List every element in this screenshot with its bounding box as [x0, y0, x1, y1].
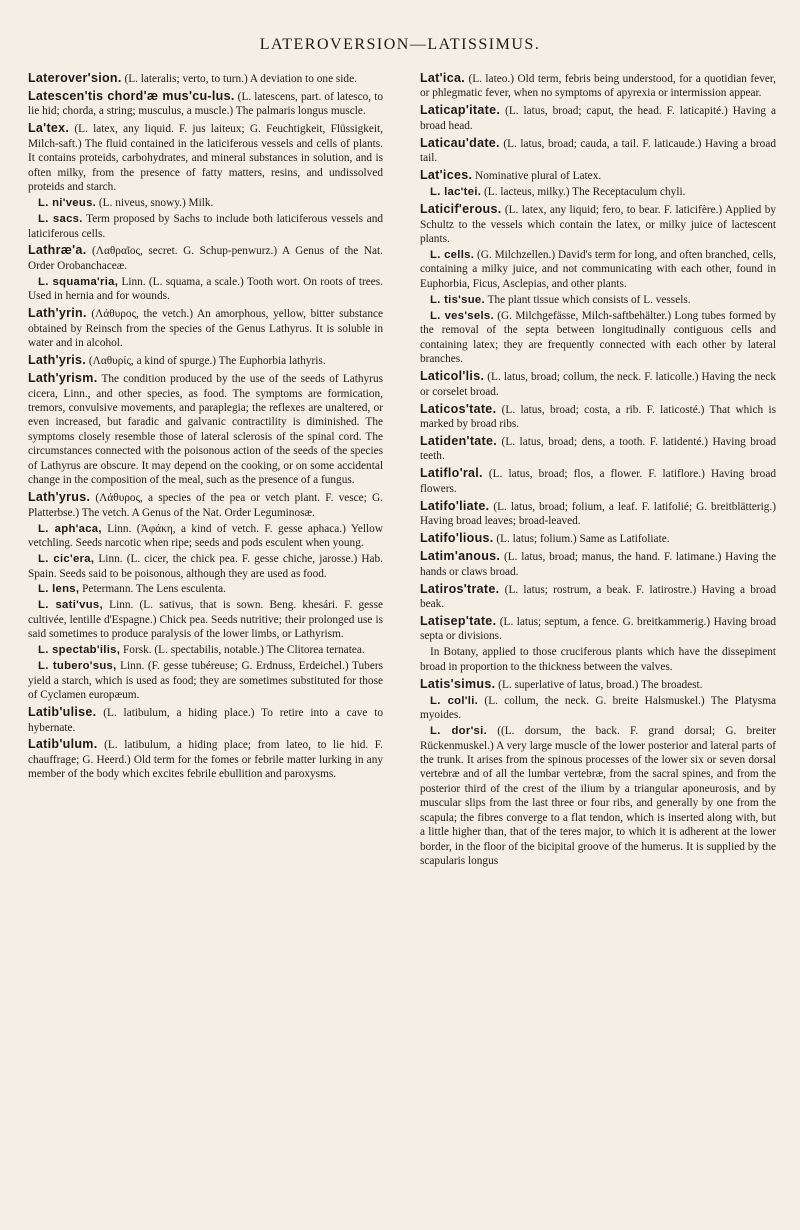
dictionary-entry: [28, 659, 383, 702]
dictionary-entry: [28, 736, 383, 781]
entry-definition: (L. latus, broad; costa, a rib. F. laticosté.) That which is marked by broad ribs.: [420, 403, 776, 430]
right-column: [420, 70, 776, 870]
dictionary-entry: [420, 645, 776, 674]
dictionary-entry: [28, 120, 383, 194]
entry-definition: (G. Milchzellen.) David's term for long, and often branched, cells, containing a milky juice, and not communicating with each other, found in Euphorbia, Ficus, Asclepias, and other plants.: [420, 248, 776, 290]
entry-headword: Latifo'liate.: [420, 498, 490, 513]
dictionary-entry: [28, 242, 383, 273]
entry-headword: L. tubero'sus,: [38, 660, 117, 673]
dictionary-entry: [420, 70, 776, 101]
dictionary-entry: [420, 724, 776, 869]
entry-headword: Lath'yrism.: [28, 371, 98, 386]
dictionary-entry: [420, 185, 776, 199]
entry-headword: L. col'li.: [430, 694, 479, 707]
dictionary-entry: [420, 135, 776, 166]
entry-definition: (Λαθραῖος, secret. G. Schup-penwurz.) A Genus of the Nat. Order Orobanchaceæ.: [28, 245, 383, 272]
running-head: LATEROVERSION—LATISSIMUS.: [259, 36, 541, 53]
entry-definition: (L. latus, broad; collum, the neck. F. laticolle.) Having the neck or corselet broad.: [420, 371, 776, 398]
entry-definition: (G. Milchgefässe, Milch-saftbehälter.) Long tubes formed by the removal of the septa between longitudinally contiguous cells and containing latex; they are frequently connected with each other by lateral branches.: [420, 309, 776, 366]
entry-definition: (L. latus; folium.) Same as Latifoliate.: [493, 533, 670, 546]
dictionary-entry: [28, 598, 383, 641]
entry-headword: Latis'simus.: [420, 676, 496, 691]
entry-headword: Latiflo'ral.: [420, 466, 483, 481]
entry-definition: (L. latibulum, a hiding place; from lateo, to lie hid. F. chauffrage; G. Heerd.) Old term for the fomes or febrile matter lurking in any member of the body which excites febrile ebullition and paroxysms.: [28, 739, 383, 781]
dictionary-entry: [28, 275, 383, 304]
entry-definition: Linn. (F. gesse tubéreuse; G. Erdnuss, Erdeichel.) Tubers yield a starch, which is used as food; they are sometimes substituted for those of Cyclamen europæum.: [28, 660, 383, 702]
entry-headword: Laticap'itate.: [420, 103, 501, 118]
entry-definition: (L. superlative of latus, broad.) The broadest.: [495, 678, 703, 691]
entry-definition: The plant tissue which consists of L. vessels.: [484, 293, 691, 306]
dictionary-entry: [420, 293, 776, 307]
entry-definition: (L. lateo.) Old term, febris being understood, for a quotidian fever, or phlegmatic fever, when no symptoms of apyrexia or intermission appear.: [420, 73, 776, 100]
entry-definition: (L. latus, broad; cauda, a tail. F. laticaude.) Having a broad tail.: [420, 137, 776, 165]
entry-headword: Laticau'date.: [420, 135, 500, 150]
entry-headword: L. aph'aca,: [38, 522, 102, 535]
entry-headword: L. lac'tei.: [430, 186, 482, 199]
dictionary-entry: [420, 201, 776, 246]
dictionary-entry: [28, 704, 383, 735]
entry-headword: Lat'ices.: [420, 168, 473, 183]
entry-definition: Forsk. (L. spectabilis, notable.) The Clitorea ternatea.: [120, 644, 365, 657]
entry-definition: ((L. dorsum, the back. F. grand dorsal; G. breiter Rückenmuskel.) A very large muscle of the lower posterior and lateral parts of the trunk. It arises from the spinous processes of the lower six or seven dorsal vertebræ and of all the lumbar vertebræ, from the sacral spines, and from the posterior third of the crest of the ilium by a triangular aponeurosis, and by muscular slips from the last three or four ribs, and generally by one from the scapula; the fibres converge to a flat tendon, which is inserted along with, but a little higher than, that of the teres major, to which it is adherent at the lower border, in the floor of the bicipital groove of the humerus. It is supplied by the scapularis longus: [420, 725, 776, 868]
entry-headword: Lath'yris.: [28, 353, 87, 368]
dictionary-entry: [420, 676, 776, 692]
entry-headword: L. tis'sue.: [430, 293, 485, 306]
entry-definition: (L. latescens, part. of latesco, to lie hid; chorda, a string; musculus, a muscle.) The palmaris longus muscle.: [28, 90, 383, 118]
entry-definition: In Botany, applied to those cruciferous plants which have the dissepiment broad in proportion to the thickness between the valves.: [420, 646, 776, 673]
entry-headword: Latescen'tis chord'æ mus'cu-lus.: [28, 88, 235, 103]
dictionary-entry: [420, 548, 776, 579]
entry-headword: Lath'yrus.: [28, 490, 91, 505]
dictionary-entry: [28, 352, 383, 368]
dictionary-entry: [420, 433, 776, 464]
entry-definition: (L. lateralis; verto, to turn.) A deviation to one side.: [121, 73, 357, 85]
entry-headword: L. sati'vus,: [38, 599, 103, 612]
entry-headword: L. sacs.: [38, 213, 83, 226]
entry-headword: Laticif'erous.: [420, 202, 502, 217]
entry-definition: Term proposed by Sachs to include both laticiferous vessels and laticiferous cells.: [28, 213, 383, 240]
dictionary-entry: [28, 552, 383, 581]
dictionary-entry: [420, 530, 776, 546]
entry-headword: L. cic'era,: [38, 553, 95, 566]
dictionary-entry: [28, 522, 383, 551]
dictionary-entry: [420, 613, 776, 644]
entry-headword: Lat'ica.: [420, 71, 465, 85]
entry-headword: Latib'ulum.: [28, 737, 98, 752]
entry-definition: (L. latus, broad; manus, the hand. F. latimane.) Having the hands or claws broad.: [420, 551, 776, 578]
entry-headword: L. lens,: [38, 583, 80, 596]
dictionary-entry: [420, 309, 776, 367]
entry-headword: Latisep'tate.: [420, 613, 497, 628]
entry-definition: The condition produced by the use of the seeds of Lathyrus cicera, Linn., and other species, as food. The symptoms are formication, tremors, convulsive movements, and paraplegia; the reflexes are unaltered, or even increased, but faradic and galvanic contractility is diminished. The symptoms closely resemble those of lateral sclerosis of the spinal cord. The circumstances connected with the poisonous action of the seeds of the species of Lathyrus are obscure. It may depend on the cooking, or on some accidental change in the composition of the meal, such as the presence of a fungus.: [28, 373, 383, 487]
entry-definition: Linn. (L. squama, a scale.) Tooth wort. On roots of trees. Used in hernia and for wounds.: [28, 275, 383, 303]
entry-definition: (L. latus, broad; dens, a tooth. F. latidenté.) Having broad teeth.: [420, 435, 776, 463]
entry-headword: L. ves'sels.: [430, 309, 494, 322]
entry-headword: L. cells.: [430, 248, 475, 261]
dictionary-entry: [28, 370, 383, 488]
entry-definition: Linn. (L. sativus, that is sown. Beng. khesári. F. gesse cultivée, lentille d'Espagne.) Chick pea. Seeds nutritive; their prolonged use is said sometimes to produce paralysis of the lower limbs, or Lathyrism.: [28, 599, 383, 641]
left-column: [28, 70, 383, 783]
entry-definition: (L. latus, broad; folium, a leaf. F. latifolié; G. breitblätterig.) Having broad leaves; broad-leaved.: [420, 500, 776, 528]
dictionary-entry: [420, 498, 776, 529]
entry-headword: Lath'yrin.: [28, 306, 87, 321]
dictionary-entry: [28, 88, 383, 119]
entry-headword: L. ni'veus.: [38, 197, 97, 210]
entry-definition: (Λαθυρίς, a kind of spurge.) The Euphorbia lathyris.: [86, 355, 326, 368]
entry-headword: L. squama'ria,: [38, 275, 119, 288]
entry-definition: (Λάθυρος, the vetch.) An amorphous, yellow, bitter substance obtained by Reinsch from the species of the Genus Lathyrus. It is soluble in water and in alcohol.: [28, 308, 383, 350]
entry-headword: Latim'anous.: [420, 549, 501, 564]
entry-definition: (L. latus, broad; flos, a flower. F. latiflore.) Having broad flowers.: [420, 468, 776, 495]
entry-definition: Linn. (Ἀφάκη, a kind of vetch. F. gesse aphaca.) Yellow vetchling. Seeds narcotic when ripe; seeds and pods esculent when young.: [28, 522, 383, 550]
entry-definition: (L. lacteus, milky.) The Receptaculum chyli.: [481, 186, 686, 199]
dictionary-entry: [28, 305, 383, 350]
dictionary-entry: [420, 694, 776, 723]
entry-definition: (L. latex, any liquid. F. jus laiteux; G. Feuchtigkeit, Flüssigkeit, Milch-saft.) The fluid contained in the laticiferous vessels and cells of plants. It contains proteids, carbohydrates, and mineral substances in solution, and is often milky, from the presence of fatty matters, resins, and undissolved proteids and starch.: [28, 123, 383, 194]
entry-headword: Laticol'lis.: [420, 369, 485, 384]
entry-definition: (L. niveus, snowy.) Milk.: [96, 197, 214, 210]
dictionary-entry: [420, 248, 776, 291]
dictionary-entry: [28, 489, 383, 520]
entry-definition: (L. collum, the neck. G. breite Halsmuskel.) The Platysma myoides.: [420, 694, 776, 722]
entry-headword: Lathræ'a.: [28, 243, 87, 258]
entry-definition: (L. latus, broad; caput, the head. F. laticapité.) Having a broad head.: [420, 105, 776, 132]
entry-definition: (Λάθυρος, a species of the pea or vetch plant. F. vesce; G. Platterbse.) The vetch. A Genus of the Nat. Order Leguminosæ.: [28, 492, 383, 519]
entry-headword: L. dor'si.: [430, 725, 488, 738]
entry-headword: L. spectab'ilis,: [38, 644, 121, 657]
dictionary-entry: [420, 581, 776, 612]
dictionary-entry: [28, 196, 383, 210]
dictionary-entry: [28, 643, 383, 657]
entry-definition: (L. latus; rostrum, a beak. F. latirostre.) Having a broad beak.: [420, 583, 776, 610]
entry-headword: Latib'ulise.: [28, 705, 97, 720]
dictionary-entry: [28, 582, 383, 596]
entry-definition: (L. latibulum, a hiding place.) To retire into a cave to hybernate.: [28, 707, 383, 734]
entry-headword: La'tex.: [28, 121, 70, 136]
entry-definition: (L. latus; septum, a fence. G. breitkammerig.) Having broad septa or divisions.: [420, 615, 776, 643]
dictionary-entry: [420, 368, 776, 399]
dictionary-entry: [28, 212, 383, 241]
entry-headword: Laticos'tate.: [420, 401, 497, 416]
dictionary-entry: [420, 102, 776, 133]
entry-definition: Nominative plural of Latex.: [472, 170, 602, 183]
dictionary-entry: [420, 401, 776, 432]
entry-headword: Laterover'sion.: [28, 71, 122, 85]
entry-definition: Linn. (L. cicer, the chick pea. F. gesse chiche, jarosse.) Hab. Spain. Seeds said to be poisonous, although they are used as food.: [28, 553, 383, 580]
entry-headword: Latiros'trate.: [420, 581, 500, 596]
entry-headword: Latifo'lious.: [420, 531, 494, 546]
dictionary-entry: [420, 465, 776, 496]
dictionary-entry: [420, 167, 776, 183]
entry-definition: Petermann. The Lens esculenta.: [79, 583, 226, 596]
entry-headword: Latiden'tate.: [420, 433, 498, 448]
dictionary-entry: [28, 70, 383, 86]
entry-definition: (L. latex, any liquid; fero, to bear. F. laticifère.) Applied by Schultz to the vessels which contain the latex, or milky juice of lactescent plants.: [420, 204, 776, 246]
